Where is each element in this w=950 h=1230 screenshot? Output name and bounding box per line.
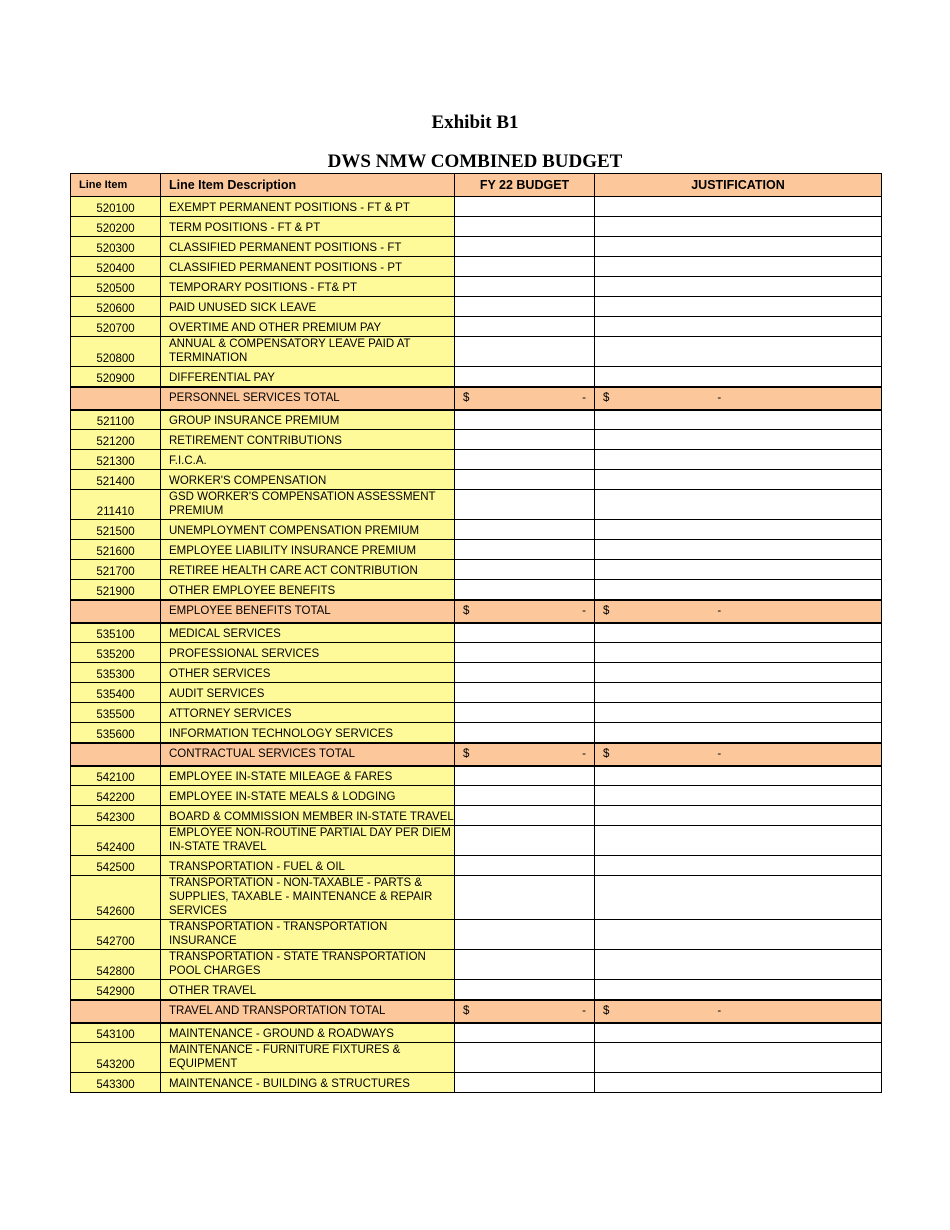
currency-symbol: $ bbox=[463, 1005, 470, 1017]
table-row bbox=[71, 237, 882, 257]
table-row bbox=[71, 1023, 882, 1043]
line-item-description: WORKER'S COMPENSATION bbox=[161, 470, 455, 490]
line-item-description: TRANSPORTATION - STATE TRANSPORTATION POOL CHARGES bbox=[161, 950, 455, 980]
zero-dash: - bbox=[717, 1005, 722, 1017]
justification-cell[interactable] bbox=[595, 950, 882, 980]
total-budget-cell bbox=[455, 1000, 595, 1023]
line-item-description: AUDIT SERVICES bbox=[161, 683, 455, 703]
table-row bbox=[71, 520, 882, 540]
budget-cell[interactable] bbox=[455, 237, 595, 257]
justification-cell[interactable] bbox=[595, 1023, 882, 1043]
justification-cell[interactable] bbox=[595, 703, 882, 723]
zero-dash: - bbox=[582, 748, 586, 760]
table-row bbox=[71, 703, 882, 723]
budget-cell[interactable] bbox=[455, 950, 595, 980]
line-item-code: 542600 bbox=[71, 876, 161, 920]
budget-cell[interactable] bbox=[455, 806, 595, 826]
line-item-code: 521400 bbox=[71, 470, 161, 490]
budget-cell[interactable] bbox=[455, 520, 595, 540]
total-code-cell bbox=[71, 1000, 161, 1023]
line-item-description: F.I.C.A. bbox=[161, 450, 455, 470]
justification-cell[interactable] bbox=[595, 1043, 882, 1073]
line-item-description: RETIREE HEALTH CARE ACT CONTRIBUTION bbox=[161, 560, 455, 580]
line-item-code: 211410 bbox=[71, 490, 161, 520]
justification-cell[interactable] bbox=[595, 297, 882, 317]
budget-cell[interactable] bbox=[455, 826, 595, 856]
budget-cell[interactable] bbox=[455, 197, 595, 217]
total-budget-cell bbox=[455, 387, 595, 410]
line-item-description: EMPLOYEE IN-STATE MILEAGE & FARES bbox=[161, 766, 455, 786]
line-item-code: 521600 bbox=[71, 540, 161, 560]
budget-cell[interactable] bbox=[455, 703, 595, 723]
line-item-description: OTHER TRAVEL bbox=[161, 980, 455, 1000]
total-row bbox=[71, 1000, 882, 1023]
total-code-cell bbox=[71, 743, 161, 766]
table-row bbox=[71, 490, 882, 520]
justification-cell[interactable] bbox=[595, 237, 882, 257]
justification-cell[interactable] bbox=[595, 430, 882, 450]
table-row bbox=[71, 257, 882, 277]
total-justification-cell bbox=[595, 387, 882, 410]
line-item-description: TEMPORARY POSITIONS - FT& PT bbox=[161, 277, 455, 297]
line-item-description: CLASSIFIED PERMANENT POSITIONS - FT bbox=[161, 237, 455, 257]
table-row bbox=[71, 663, 882, 683]
budget-cell[interactable] bbox=[455, 367, 595, 387]
justification-cell[interactable] bbox=[595, 876, 882, 920]
line-item-description: PAID UNUSED SICK LEAVE bbox=[161, 297, 455, 317]
budget-body bbox=[71, 197, 882, 1093]
line-item-code: 535200 bbox=[71, 643, 161, 663]
budget-cell[interactable] bbox=[455, 663, 595, 683]
line-item-description: TRANSPORTATION - NON-TAXABLE - PARTS & SUPPLIES, TAXABLE - MAINTENANCE & REPAIR SERVICES bbox=[161, 876, 455, 920]
table-row bbox=[71, 826, 882, 856]
budget-cell[interactable] bbox=[455, 766, 595, 786]
line-item-description: GSD WORKER'S COMPENSATION ASSESSMENT PREMIUM bbox=[161, 490, 455, 520]
line-item-code: 521200 bbox=[71, 430, 161, 450]
justification-cell[interactable] bbox=[595, 490, 882, 520]
justification-cell[interactable] bbox=[595, 337, 882, 367]
line-item-description: EMPLOYEE IN-STATE MEALS & LODGING bbox=[161, 786, 455, 806]
total-code-cell bbox=[71, 387, 161, 410]
line-item-code: 535500 bbox=[71, 703, 161, 723]
zero-dash: - bbox=[717, 605, 722, 617]
line-item-code: 542200 bbox=[71, 786, 161, 806]
table-row bbox=[71, 367, 882, 387]
table-row bbox=[71, 623, 882, 643]
budget-cell[interactable] bbox=[455, 856, 595, 876]
budget-cell[interactable] bbox=[455, 470, 595, 490]
table-row bbox=[71, 197, 882, 217]
line-item-description: CLASSIFIED PERMANENT POSITIONS - PT bbox=[161, 257, 455, 277]
table-row bbox=[71, 560, 882, 580]
line-item-description: MAINTENANCE - FURNITURE FIXTURES & EQUIPMENT bbox=[161, 1043, 455, 1073]
header-budget: FY 22 BUDGET bbox=[455, 174, 595, 197]
table-row bbox=[71, 410, 882, 430]
currency-symbol: $ bbox=[603, 748, 610, 760]
currency-symbol: $ bbox=[463, 748, 470, 760]
justification-cell[interactable] bbox=[595, 367, 882, 387]
justification-cell[interactable] bbox=[595, 197, 882, 217]
justification-cell[interactable] bbox=[595, 450, 882, 470]
justification-cell[interactable] bbox=[595, 520, 882, 540]
line-item-description: MAINTENANCE - BUILDING & STRUCTURES bbox=[161, 1073, 455, 1093]
budget-cell[interactable] bbox=[455, 1073, 595, 1093]
line-item-code: 542100 bbox=[71, 766, 161, 786]
justification-cell[interactable] bbox=[595, 663, 882, 683]
line-item-description: EXEMPT PERMANENT POSITIONS - FT & PT bbox=[161, 197, 455, 217]
line-item-code: 521900 bbox=[71, 580, 161, 600]
header-row bbox=[71, 174, 882, 197]
justification-cell[interactable] bbox=[595, 683, 882, 703]
budget-cell[interactable] bbox=[455, 786, 595, 806]
line-item-code: 520600 bbox=[71, 297, 161, 317]
line-item-description: UNEMPLOYMENT COMPENSATION PREMIUM bbox=[161, 520, 455, 540]
currency-symbol: $ bbox=[603, 1005, 610, 1017]
justification-cell[interactable] bbox=[595, 723, 882, 743]
line-item-code: 543100 bbox=[71, 1023, 161, 1043]
budget-cell[interactable] bbox=[455, 217, 595, 237]
line-item-code: 542800 bbox=[71, 950, 161, 980]
table-row bbox=[71, 450, 882, 470]
line-item-description: OVERTIME AND OTHER PREMIUM PAY bbox=[161, 317, 455, 337]
line-item-description: BOARD & COMMISSION MEMBER IN-STATE TRAVEL bbox=[161, 806, 455, 826]
line-item-code: 521100 bbox=[71, 410, 161, 430]
line-item-code: 520300 bbox=[71, 237, 161, 257]
table-row bbox=[71, 806, 882, 826]
total-label: EMPLOYEE BENEFITS TOTAL bbox=[161, 600, 455, 623]
line-item-code: 542900 bbox=[71, 980, 161, 1000]
budget-cell[interactable] bbox=[455, 920, 595, 950]
line-item-code: 543300 bbox=[71, 1073, 161, 1093]
exhibit-title: Exhibit B1 bbox=[431, 112, 519, 133]
line-item-code: 520800 bbox=[71, 337, 161, 367]
line-item-description: MAINTENANCE - GROUND & ROADWAYS bbox=[161, 1023, 455, 1043]
budget-cell[interactable] bbox=[455, 723, 595, 743]
justification-cell[interactable] bbox=[595, 257, 882, 277]
budget-cell[interactable] bbox=[455, 430, 595, 450]
total-justification-cell bbox=[595, 600, 882, 623]
budget-cell[interactable] bbox=[455, 580, 595, 600]
justification-cell[interactable] bbox=[595, 643, 882, 663]
budget-cell[interactable] bbox=[455, 257, 595, 277]
total-label: TRAVEL AND TRANSPORTATION TOTAL bbox=[161, 1000, 455, 1023]
budget-cell[interactable] bbox=[455, 337, 595, 367]
budget-cell[interactable] bbox=[455, 540, 595, 560]
justification-cell[interactable] bbox=[595, 806, 882, 826]
budget-cell[interactable] bbox=[455, 410, 595, 430]
table-row bbox=[71, 950, 882, 980]
justification-cell[interactable] bbox=[595, 580, 882, 600]
zero-dash: - bbox=[582, 605, 586, 617]
line-item-code: 535600 bbox=[71, 723, 161, 743]
line-item-description: GROUP INSURANCE PREMIUM bbox=[161, 410, 455, 430]
line-item-code: 520900 bbox=[71, 367, 161, 387]
line-item-code: 521300 bbox=[71, 450, 161, 470]
zero-dash: - bbox=[582, 1005, 586, 1017]
budget-cell[interactable] bbox=[455, 623, 595, 643]
line-item-code: 543200 bbox=[71, 1043, 161, 1073]
zero-dash: - bbox=[717, 748, 722, 760]
table-row bbox=[71, 723, 882, 743]
line-item-description: TRANSPORTATION - FUEL & OIL bbox=[161, 856, 455, 876]
table-row bbox=[71, 683, 882, 703]
table-row bbox=[71, 580, 882, 600]
justification-cell[interactable] bbox=[595, 920, 882, 950]
justification-cell[interactable] bbox=[595, 980, 882, 1000]
table-row bbox=[71, 277, 882, 297]
line-item-code: 535100 bbox=[71, 623, 161, 643]
budget-cell[interactable] bbox=[455, 980, 595, 1000]
justification-cell[interactable] bbox=[595, 410, 882, 430]
justification-cell[interactable] bbox=[595, 856, 882, 876]
line-item-description: DIFFERENTIAL PAY bbox=[161, 367, 455, 387]
line-item-code: 542500 bbox=[71, 856, 161, 876]
total-justification-cell bbox=[595, 743, 882, 766]
table-row bbox=[71, 1073, 882, 1093]
justification-cell[interactable] bbox=[595, 217, 882, 237]
total-row bbox=[71, 743, 882, 766]
budget-cell[interactable] bbox=[455, 560, 595, 580]
line-item-code: 542400 bbox=[71, 826, 161, 856]
table-row bbox=[71, 337, 882, 367]
line-item-description: TRANSPORTATION - TRANSPORTATION INSURANCE bbox=[161, 920, 455, 950]
justification-cell[interactable] bbox=[595, 766, 882, 786]
currency-symbol: $ bbox=[463, 605, 470, 617]
line-item-code: 535400 bbox=[71, 683, 161, 703]
table-row bbox=[71, 1043, 882, 1073]
line-item-description: ANNUAL & COMPENSATORY LEAVE PAID AT TERMINATION bbox=[161, 337, 455, 367]
table-row bbox=[71, 876, 882, 920]
line-item-description: RETIREMENT CONTRIBUTIONS bbox=[161, 430, 455, 450]
zero-dash: - bbox=[717, 392, 722, 404]
table-row bbox=[71, 297, 882, 317]
line-item-code: 521500 bbox=[71, 520, 161, 540]
line-item-code: 521700 bbox=[71, 560, 161, 580]
budget-cell[interactable] bbox=[455, 490, 595, 520]
budget-cell[interactable] bbox=[455, 876, 595, 920]
justification-cell[interactable] bbox=[595, 317, 882, 337]
justification-cell[interactable] bbox=[595, 826, 882, 856]
zero-dash: - bbox=[582, 392, 586, 404]
table-row bbox=[71, 643, 882, 663]
table-row bbox=[71, 920, 882, 950]
total-budget-cell bbox=[455, 600, 595, 623]
currency-symbol: $ bbox=[603, 605, 610, 617]
total-code-cell bbox=[71, 600, 161, 623]
header-justification: JUSTIFICATION bbox=[595, 174, 882, 197]
table-row bbox=[71, 856, 882, 876]
line-item-code: 520400 bbox=[71, 257, 161, 277]
justification-cell[interactable] bbox=[595, 786, 882, 806]
line-item-code: 542300 bbox=[71, 806, 161, 826]
line-item-code: 535300 bbox=[71, 663, 161, 683]
table-row bbox=[71, 980, 882, 1000]
justification-cell[interactable] bbox=[595, 470, 882, 490]
line-item-code: 520500 bbox=[71, 277, 161, 297]
line-item-description: PROFESSIONAL SERVICES bbox=[161, 643, 455, 663]
total-label: CONTRACTUAL SERVICES TOTAL bbox=[161, 743, 455, 766]
budget-title: DWS NMW COMBINED BUDGET bbox=[327, 151, 623, 172]
line-item-description: EMPLOYEE LIABILITY INSURANCE PREMIUM bbox=[161, 540, 455, 560]
budget-cell[interactable] bbox=[455, 1023, 595, 1043]
total-justification-cell bbox=[595, 1000, 882, 1023]
table-row bbox=[71, 430, 882, 450]
line-item-description: EMPLOYEE NON-ROUTINE PARTIAL DAY PER DIEM IN-STATE TRAVEL bbox=[161, 826, 455, 856]
budget-cell[interactable] bbox=[455, 317, 595, 337]
header-description: Line Item Description bbox=[161, 174, 455, 197]
line-item-code: 520700 bbox=[71, 317, 161, 337]
total-budget-cell bbox=[455, 743, 595, 766]
justification-cell[interactable] bbox=[595, 1073, 882, 1093]
budget-cell[interactable] bbox=[455, 277, 595, 297]
budget-cell[interactable] bbox=[455, 297, 595, 317]
line-item-description: TERM POSITIONS - FT & PT bbox=[161, 217, 455, 237]
table-row bbox=[71, 540, 882, 560]
line-item-description: MEDICAL SERVICES bbox=[161, 623, 455, 643]
justification-cell[interactable] bbox=[595, 540, 882, 560]
line-item-description: OTHER EMPLOYEE BENEFITS bbox=[161, 580, 455, 600]
currency-symbol: $ bbox=[463, 392, 470, 404]
line-item-code: 520200 bbox=[71, 217, 161, 237]
line-item-description: OTHER SERVICES bbox=[161, 663, 455, 683]
total-row bbox=[71, 387, 882, 410]
line-item-description: ATTORNEY SERVICES bbox=[161, 703, 455, 723]
budget-cell[interactable] bbox=[455, 1043, 595, 1073]
budget-table bbox=[70, 173, 882, 1093]
line-item-code: 520100 bbox=[71, 197, 161, 217]
justification-cell[interactable] bbox=[595, 560, 882, 580]
total-row bbox=[71, 600, 882, 623]
table-row bbox=[71, 786, 882, 806]
budget-cell[interactable] bbox=[455, 683, 595, 703]
table-row bbox=[71, 317, 882, 337]
header-line-item: Line Item bbox=[71, 174, 161, 197]
table-row bbox=[71, 766, 882, 786]
justification-cell[interactable] bbox=[595, 623, 882, 643]
justification-cell[interactable] bbox=[595, 277, 882, 297]
budget-cell[interactable] bbox=[455, 643, 595, 663]
total-label: PERSONNEL SERVICES TOTAL bbox=[161, 387, 455, 410]
table-row bbox=[71, 470, 882, 490]
currency-symbol: $ bbox=[603, 392, 610, 404]
table-row bbox=[71, 217, 882, 237]
budget-cell[interactable] bbox=[455, 450, 595, 470]
line-item-description: INFORMATION TECHNOLOGY SERVICES bbox=[161, 723, 455, 743]
line-item-code: 542700 bbox=[71, 920, 161, 950]
